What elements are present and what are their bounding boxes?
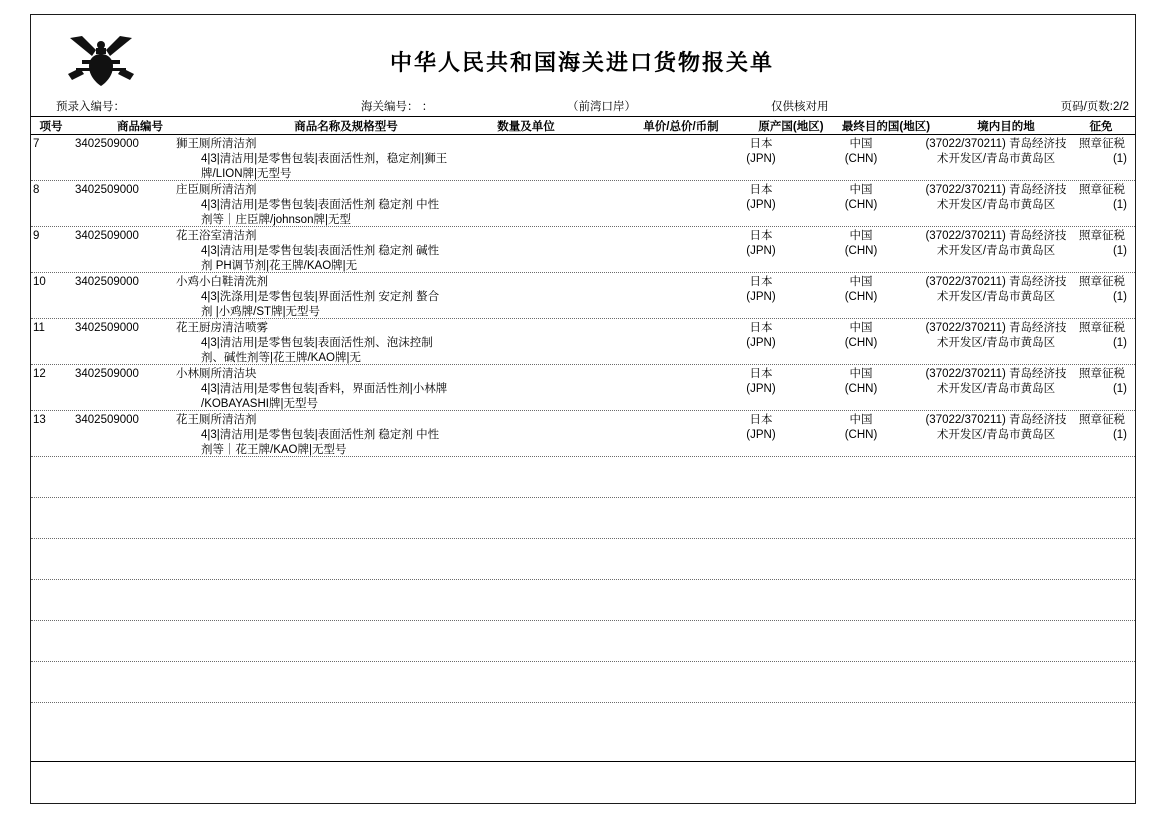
cell-code: 3402509000 <box>75 138 139 150</box>
table-empty-row <box>31 703 1135 744</box>
column-header-domestic-destination: 境内目的地 <box>977 121 1035 133</box>
column-header-price: 单价/总价/币制 <box>643 121 719 133</box>
column-header-seq: 项号 <box>39 121 63 133</box>
cell-name: 花王厨房清洁喷雾 4|3|清洁用|是零售包装|表面活性剂、泡沫控制 剂、碱性剂等|花王牌/KAO牌|无 <box>176 322 433 364</box>
cell-code: 3402509000 <box>75 276 139 288</box>
table-row <box>31 365 1135 411</box>
column-header-levy: 征免 <box>1089 121 1113 133</box>
table-row <box>31 181 1135 227</box>
column-header-destination: 最终目的国(地区) <box>841 121 931 133</box>
cell-seq: 9 <box>33 230 40 242</box>
table-row <box>31 319 1135 365</box>
table-row <box>31 227 1135 273</box>
cell-domestic-destination: (37022/370211) 青岛经济技 术开发区/青岛市黄岛区 <box>925 368 1067 395</box>
table-empty-row <box>31 498 1135 539</box>
cell-domestic-destination: (37022/370211) 青岛经济技 术开发区/青岛市黄岛区 <box>925 414 1067 441</box>
cell-code: 3402509000 <box>75 368 139 380</box>
table-row <box>31 411 1135 457</box>
subheader-row <box>31 96 1135 114</box>
cell-name: 庄臣厕所清洁剂 4|3|清洁用|是零售包装|表面活性剂 稳定剂 中性 剂等｜庄臣牌/johnson牌|无型 <box>176 184 440 226</box>
cell-origin: 日本 (JPN) <box>746 322 776 349</box>
cell-levy: 照章征税 (1) <box>1079 184 1127 211</box>
column-header-code: 商品编号 <box>117 121 163 133</box>
cell-seq: 12 <box>33 368 46 380</box>
page-number-label: 页码/页数:2/2 <box>1060 101 1129 113</box>
table-header-row <box>31 117 1135 135</box>
table-body <box>31 135 1135 744</box>
column-header-name: 商品名称及规格型号 <box>294 121 398 133</box>
cell-origin: 日本 (JPN) <box>746 230 776 257</box>
table-empty-row <box>31 662 1135 703</box>
cell-levy: 照章征税 (1) <box>1079 322 1127 349</box>
table-row <box>31 273 1135 319</box>
cell-levy: 照章征税 (1) <box>1079 368 1127 395</box>
cell-destination: 中国 (CHN) <box>844 414 878 441</box>
table-empty-row <box>31 580 1135 621</box>
cell-destination: 中国 (CHN) <box>844 184 878 211</box>
cell-domestic-destination: (37022/370211) 青岛经济技 术开发区/青岛市黄岛区 <box>925 138 1067 165</box>
table-row <box>31 135 1135 181</box>
cell-seq: 7 <box>33 138 40 150</box>
cell-origin: 日本 (JPN) <box>746 414 776 441</box>
cell-seq: 8 <box>33 184 40 196</box>
cell-seq: 10 <box>33 276 46 288</box>
cell-code: 3402509000 <box>75 322 139 334</box>
cell-code: 3402509000 <box>75 184 139 196</box>
table-empty-row <box>31 539 1135 580</box>
cell-name: 小林厕所清洁块 4|3|清洁用|是零售包装|香料，界面活性剂|小林牌 /KOBAYASHI牌|无型号 <box>176 368 448 410</box>
cell-destination: 中国 (CHN) <box>844 322 878 349</box>
cell-origin: 日本 (JPN) <box>746 184 776 211</box>
page-title: 中华人民共和国海关进口货物报关单 <box>389 50 774 75</box>
cell-code: 3402509000 <box>75 230 139 242</box>
customs-number-label: 海关编号： ： <box>361 101 434 113</box>
column-header-quantity: 数量及单位 <box>497 121 555 133</box>
cell-destination: 中国 (CHN) <box>844 138 878 165</box>
port-label: （前湾口岸） <box>567 101 636 113</box>
cell-domestic-destination: (37022/370211) 青岛经济技 术开发区/青岛市黄岛区 <box>925 322 1067 349</box>
cell-seq: 13 <box>33 414 46 426</box>
goods-table <box>31 116 1135 762</box>
cell-name: 小鸡小白鞋清洗剂 4|3|洗涤用|是零售包装|界面活性剂 安定剂 螯合 剂 |小鸡牌/ST牌|无型号 <box>176 276 440 318</box>
cell-levy: 照章征税 (1) <box>1079 276 1127 303</box>
cell-origin: 日本 (JPN) <box>746 276 776 303</box>
cell-origin: 日本 (JPN) <box>746 138 776 165</box>
cell-levy: 照章征税 (1) <box>1079 138 1127 165</box>
pre-entry-number-label: 预录入编号： <box>56 101 125 113</box>
cell-domestic-destination: (37022/370211) 青岛经济技 术开发区/青岛市黄岛区 <box>925 276 1067 303</box>
cell-name: 花王浴室清洁剂 4|3|清洁用|是零售包装|表面活性剂 稳定剂 碱性 剂 PH调节剂|花王牌/KAO牌|无 <box>176 230 440 272</box>
cell-name: 花王厕所清洁剂 4|3|清洁用|是零售包装|表面活性剂 稳定剂 中性 剂等｜花王牌/KAO牌|无型号 <box>176 414 440 456</box>
cell-destination: 中国 (CHN) <box>844 276 878 303</box>
cell-destination: 中国 (CHN) <box>844 230 878 257</box>
cell-domestic-destination: (37022/370211) 青岛经济技 术开发区/青岛市黄岛区 <box>925 184 1067 211</box>
table-empty-row <box>31 621 1135 662</box>
cell-levy: 照章征税 (1) <box>1079 414 1127 441</box>
audit-only-label: 仅供核对用 <box>771 101 829 113</box>
column-header-origin: 原产国(地区) <box>758 121 824 133</box>
cell-origin: 日本 (JPN) <box>746 368 776 395</box>
cell-name: 狮王厕所清洁剂 4|3|清洁用|是零售包装|表面活性剂，稳定剂|狮王 牌/LION牌|无型号 <box>176 138 448 180</box>
cell-seq: 11 <box>33 322 45 334</box>
cell-domestic-destination: (37022/370211) 青岛经济技 术开发区/青岛市黄岛区 <box>925 230 1067 257</box>
cell-levy: 照章征税 (1) <box>1079 230 1127 257</box>
table-empty-row <box>31 457 1135 498</box>
cell-code: 3402509000 <box>75 414 139 426</box>
document-header <box>30 16 1134 96</box>
cell-destination: 中国 (CHN) <box>844 368 878 395</box>
